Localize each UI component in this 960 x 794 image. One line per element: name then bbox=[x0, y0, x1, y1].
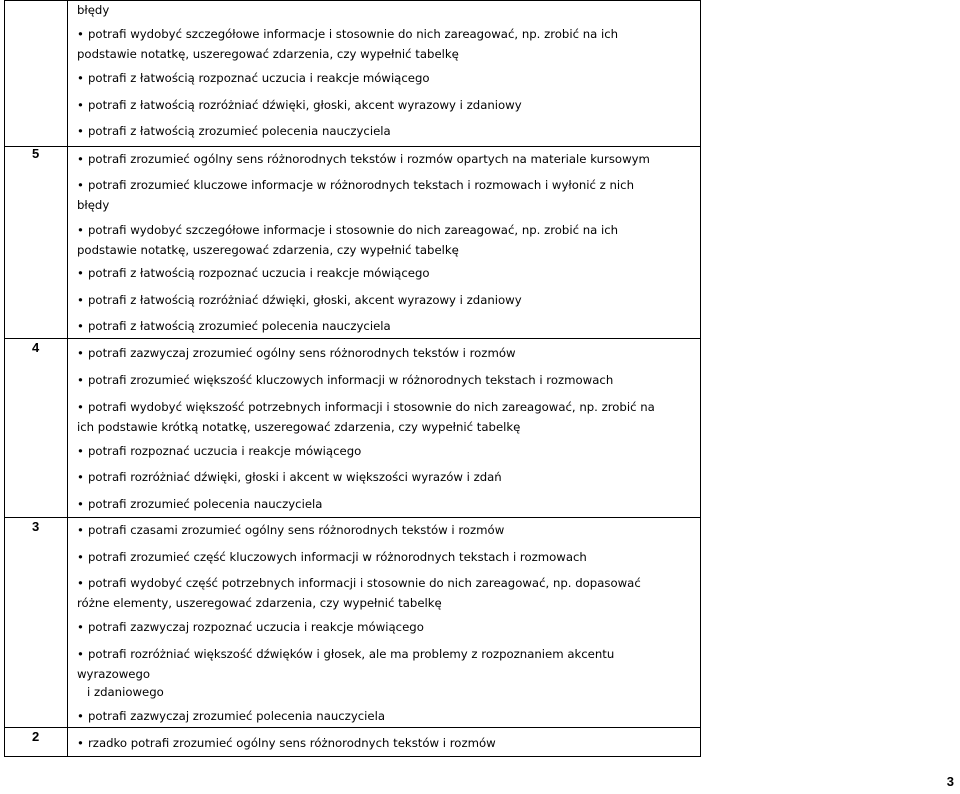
bullet-icon: • bbox=[77, 27, 84, 41]
bullet-icon: • bbox=[77, 223, 84, 237]
bullet-icon: • bbox=[77, 124, 84, 138]
list-item: • potrafi wydobyć część potrzebnych informacji i stosownie do nich zareagować, np. dopasować bbox=[77, 573, 687, 593]
list-item: • potrafi z łatwością rozróżniać dźwięki, głoski, akcent wyrazowy i zdaniowy bbox=[77, 95, 687, 115]
row-divider bbox=[4, 146, 701, 147]
bullet-icon: • bbox=[77, 444, 84, 458]
list-item-continuation: wyrazowego bbox=[77, 667, 151, 681]
continuation-text: błędy bbox=[77, 3, 110, 17]
bullet-icon: • bbox=[77, 647, 84, 661]
column-divider bbox=[67, 0, 68, 757]
list-item: • potrafi z łatwością rozróżniać dźwięki, głoski, akcent wyrazowy i zdaniowy bbox=[77, 290, 687, 310]
list-item: • potrafi rozróżniać większość dźwięków i głosek, ale ma problemy z rozpoznaniem akcentu bbox=[77, 644, 687, 664]
grade-label: 5 bbox=[32, 146, 40, 161]
list-item-continuation: podstawie notatkę, uszeregować zdarzenia, czy wypełnić tabelkę bbox=[77, 47, 459, 61]
list-item: • potrafi z łatwością zrozumieć polecenia nauczyciela bbox=[77, 316, 687, 336]
bullet-icon: • bbox=[77, 736, 84, 750]
bullet-icon: • bbox=[77, 497, 84, 511]
bullet-icon: • bbox=[77, 400, 84, 414]
row-divider bbox=[4, 517, 701, 518]
list-item: • potrafi rozróżniać dźwięki, głoski i akcent w większości wyrazów i zdań bbox=[77, 467, 687, 487]
table-border-bottom bbox=[4, 756, 701, 757]
list-item-continuation: różne elementy, uszeregować zdarzenia, czy wypełnić tabelkę bbox=[77, 596, 442, 610]
bullet-icon: • bbox=[77, 709, 84, 723]
list-item: • potrafi zrozumieć część kluczowych informacji w różnorodnych tekstach i rozmowach bbox=[77, 547, 687, 567]
list-item: • potrafi wydobyć szczegółowe informacje i stosownie do nich zareagować, np. zrobić na ich bbox=[77, 24, 687, 44]
list-item: • potrafi zrozumieć polecenia nauczyciela bbox=[77, 494, 687, 514]
bullet-icon: • bbox=[77, 620, 84, 634]
list-item: • potrafi wydobyć większość potrzebnych informacji i stosownie do nich zareagować, np. zrobić na bbox=[77, 397, 687, 417]
bullet-icon: • bbox=[77, 470, 84, 484]
row-divider bbox=[4, 727, 701, 728]
bullet-icon: • bbox=[77, 523, 84, 537]
list-item: • potrafi zrozumieć ogólny sens różnorodnych tekstów i rozmów opartych na materiale kursowym bbox=[77, 149, 687, 169]
bullet-icon: • bbox=[77, 266, 84, 280]
list-item: • potrafi z łatwością rozpoznać uczucia i reakcje mówiącego bbox=[77, 68, 687, 88]
grade-label: 4 bbox=[32, 340, 40, 355]
list-item: • potrafi zazwyczaj zrozumieć ogólny sens różnorodnych tekstów i rozmów bbox=[77, 343, 687, 363]
bullet-icon: • bbox=[77, 178, 84, 192]
list-item: • potrafi wydobyć szczegółowe informacje i stosownie do nich zareagować, np. zrobić na ich bbox=[77, 220, 687, 240]
bullet-icon: • bbox=[77, 373, 84, 387]
list-item: • potrafi z łatwością rozpoznać uczucia i reakcje mówiącego bbox=[77, 263, 687, 283]
list-item-continuation: i zdaniowego bbox=[87, 685, 164, 699]
bullet-icon: • bbox=[77, 71, 84, 85]
bullet-icon: • bbox=[77, 550, 84, 564]
list-item: • potrafi z łatwością zrozumieć polecenia nauczyciela bbox=[77, 121, 687, 141]
bullet-icon: • bbox=[77, 319, 84, 333]
page-number: 3 bbox=[946, 774, 954, 789]
bullet-icon: • bbox=[77, 293, 84, 307]
list-item: • potrafi zrozumieć kluczowe informacje w różnorodnych tekstach i rozmowach i wyłonić z nich bbox=[77, 175, 687, 195]
list-item: • potrafi zazwyczaj zrozumieć polecenia nauczyciela bbox=[77, 706, 687, 726]
table-border-left bbox=[4, 0, 5, 757]
list-item-continuation: podstawie notatkę, uszeregować zdarzenia, czy wypełnić tabelkę bbox=[77, 243, 459, 257]
bullet-icon: • bbox=[77, 98, 84, 112]
bullet-icon: • bbox=[77, 152, 84, 166]
bullet-icon: • bbox=[77, 346, 84, 360]
grade-label: 2 bbox=[32, 729, 40, 744]
list-item: • rzadko potrafi zrozumieć ogólny sens różnorodnych tekstów i rozmów bbox=[77, 733, 687, 753]
list-item-continuation: ich podstawie krótką notatkę, uszeregować zdarzenia, czy wypełnić tabelkę bbox=[77, 420, 521, 434]
row-divider bbox=[4, 338, 701, 339]
grade-label: 3 bbox=[32, 519, 40, 534]
list-item: • potrafi zazwyczaj rozpoznać uczucia i reakcje mówiącego bbox=[77, 617, 687, 637]
list-item: • potrafi rozpoznać uczucia i reakcje mówiącego bbox=[77, 441, 687, 461]
list-item: • potrafi czasami zrozumieć ogólny sens różnorodnych tekstów i rozmów bbox=[77, 520, 687, 540]
table-border-right bbox=[700, 0, 701, 757]
list-item-continuation: błędy bbox=[77, 198, 110, 212]
bullet-icon: • bbox=[77, 576, 84, 590]
list-item: • potrafi zrozumieć większość kluczowych informacji w różnorodnych tekstach i rozmowach bbox=[77, 370, 687, 390]
